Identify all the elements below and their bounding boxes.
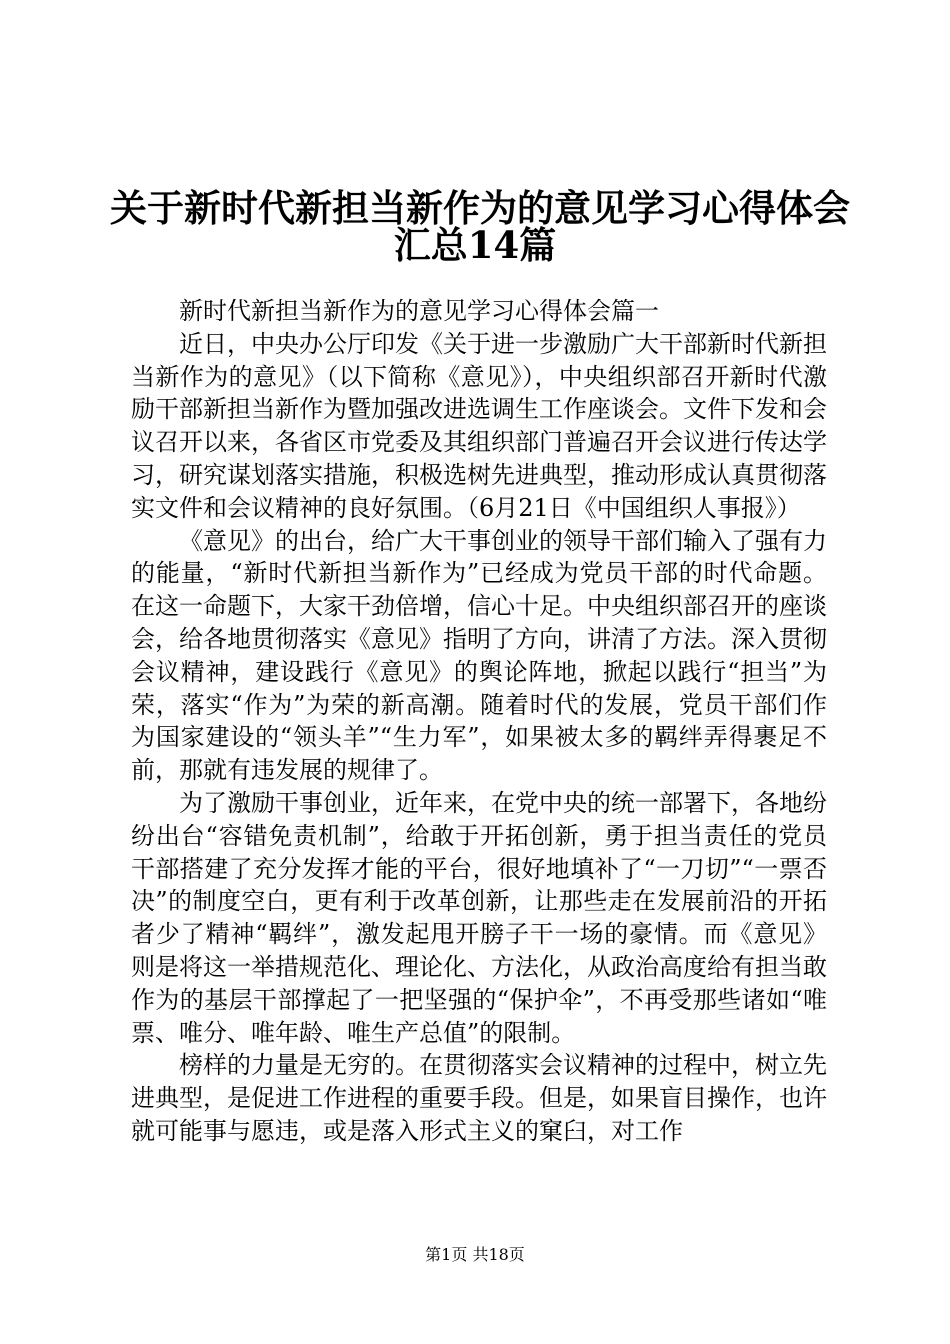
- document-title-line2: 汇总14篇: [393, 223, 557, 267]
- paragraph-1: 近日，中央办公厅印发《关于进一步激励广大干部新时代新担当新作为的意见》（以下简称《意见》），中央组织部召开新时代激励干部新担当新作为暨加强改进选调生工作座谈会。文件下发和会议召开以来，各省区市党委及其组织部门普遍召开会议进行传达学习，研究谋划落实措施，积极选树先进典型，推动形成认真贯彻落实文件和会议精神的良好氛围。（6月21日《中国组织人事报》）: [131, 329, 827, 522]
- document-title-line1: 关于新时代新担当新作为的意见学习心得体会: [110, 186, 850, 230]
- paragraph-3: 为了激励干事创业，近年来，在党中央的统一部署下，各地纷纷出台“容错免责机制”，给敢于开拓创新，勇于担当责任的党员干部搭建了充分发挥才能的平台，很好地填补了“一刀切”“一票否决”的制度空白，更有利于改革创新，让那些走在发展前沿的开拓者少了精神“羁绊”，激发起甩开膀子干一场的豪情。而《意见》则是将这一举措规范化、理论化、方法化，从政治高度给有担当敢作为的基层干部撑起了一把坚强的“保护伞”，不再受那些诸如“唯票、唯分、唯年龄、唯生产总值”的限制。: [131, 788, 827, 1047]
- document-body: [131, 295, 827, 1148]
- paragraph-4: 榜样的力量是无穷的。在贯彻落实会议精神的过程中，树立先进典型，是促进工作进程的重要手段。但是，如果盲目操作，也许就可能事与愿违，或是落入形式主义的窠臼，对工作: [131, 1051, 827, 1145]
- section-heading: 新时代新担当新作为的意见学习心得体会篇一: [179, 297, 659, 325]
- paragraph-2: 《意见》的出台，给广大干事创业的领导干部们输入了强有力的能量，“新时代新担当新作为”已经成为党员干部的时代命题。在这一命题下，大家干劲倍增，信心十足。中央组织部召开的座谈会，给各地贯彻落实《意见》指明了方向，讲清了方法。深入贯彻会议精神，建设践行《意见》的舆论阵地，掀起以践行“担当”为荣，落实“作为”为荣的新高潮。随着时代的发展，党员干部们作为国家建设的“领头羊”“生力军”，如果被太多的羁绊弄得裹足不前，那就有违发展的规律了。: [131, 526, 827, 785]
- page-number-footer: 第1页 共18页: [425, 1245, 525, 1264]
